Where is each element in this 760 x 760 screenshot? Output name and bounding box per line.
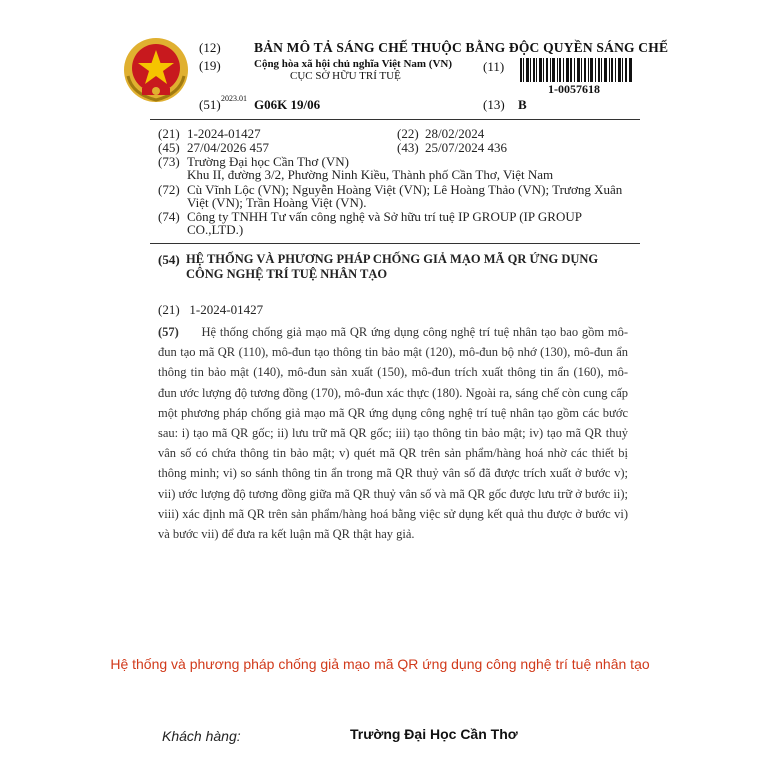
country-name: Cộng hòa xã hội chủ nghĩa Việt Nam (VN) bbox=[254, 58, 453, 70]
field-45-code: (45) bbox=[158, 140, 180, 155]
invention-title: HỆ THỐNG VÀ PHƯƠNG PHÁP CHỐNG GIẢ MẠO MÃ QR ỨNG DỤNG CÔNG NGHỆ TRÍ TUỆ NHÂN TẠO bbox=[186, 252, 599, 281]
owner-name: Trường Đại học Cần Thơ (VN) bbox=[187, 154, 349, 169]
abstract-app-number bbox=[158, 302, 263, 318]
client-name: Trường Đại Học Cần Thơ bbox=[350, 726, 518, 742]
document-type: BẢN MÔ TẢ SÁNG CHẾ THUỘC BẰNG ĐỘC QUYỀN SÁNG CHẾ bbox=[254, 40, 669, 55]
field-21-code-abstract: (21) bbox=[158, 302, 180, 317]
code-11: (11) bbox=[483, 59, 505, 74]
agent-line-1: Công ty TNHH Tư vấn công nghệ và Sở hữu trí tuệ IP GROUP (IP GROUP bbox=[187, 209, 582, 224]
divider-middle bbox=[150, 243, 640, 244]
code-51: (51) bbox=[199, 97, 221, 112]
abstract-text: Hệ thống chống giả mạo mã QR ứng dụng công nghệ trí tuệ nhân tạo bao gồm mô-đun tạo mã QR (110), mô-đun tạo thông tin bảo mật (120), mô-đun bộ nhớ (130), mô-đun ẩn thông tin bảo mật (140), mô-đun sản xuất (150), mô-đun trích xuất thông tin ẩn (160), mô-đun ước lượng độ tương đồng (170), mô-đun xác thực (180). Ngoài ra, sáng chế còn cung cấp một phương pháp chống giả mạo mã QR ứng dụng công nghệ trí tuệ nhân tạo gồm các bước sau: i) tạo mã QR gốc; ii) lưu trữ mã QR gốc; iii) tạo thông tin bảo mật; iv) tạo mã QR thuỷ vân số có chứa thông tin bảo mật; v) quét mã QR trên sản phẩm/hàng hoá nhờ các thiết bị thông minh; vi) so sánh thông tin ẩn trong mã QR thuỷ vân số đã được trích xuất ở bước v); vii) ước lượng độ tương đồng giữa mã QR thuỷ vân số và mã QR gốc được lưu trữ ở bước ii); viii) xác định mã QR trên sản phẩm/hàng hoá bằng việc sử dụng kết quả thu được ở bước vi) và bước vii) để đưa ra kết luận mã QR thật hay giả. bbox=[158, 325, 629, 542]
barcode-icon bbox=[520, 58, 632, 82]
field-54-code: (54) bbox=[158, 252, 180, 267]
field-43-code: (43) bbox=[397, 140, 419, 155]
code-12: (12) bbox=[199, 40, 221, 55]
field-57-code: (57) bbox=[158, 325, 179, 339]
field-72-code: (72) bbox=[158, 182, 180, 197]
inventors-line-1: Cù Vĩnh Lộc (VN); Nguyễn Hoàng Việt (VN); Lê Hoàng Thảo (VN); Trương Xuân bbox=[187, 182, 623, 197]
field-73-code: (73) bbox=[158, 154, 180, 169]
application-number: 1-2024-01427 bbox=[187, 126, 261, 141]
national-emblem-icon bbox=[122, 36, 190, 104]
patent-number: 1-0057618 bbox=[548, 82, 600, 96]
client-label: Khách hàng: bbox=[162, 728, 241, 744]
owner-address: Khu II, đường 3/2, Phường Ninh Kiều, Thành phố Cần Thơ, Việt Nam bbox=[187, 167, 554, 182]
divider-top bbox=[150, 119, 640, 120]
product-caption: Hệ thống và phương pháp chống giả mạo mã QR ứng dụng công nghệ trí tuệ nhân tạo bbox=[110, 656, 650, 672]
abstract-body bbox=[158, 322, 628, 544]
field-74-code: (74) bbox=[158, 209, 180, 224]
field-22-code: (22) bbox=[397, 126, 419, 141]
field-21-code: (21) bbox=[158, 126, 180, 141]
ipc-version: 2023.01 bbox=[221, 94, 247, 103]
inventors-line-2: Việt (VN); Trần Hoàng Việt (VN). bbox=[187, 195, 367, 210]
code-13: (13) bbox=[483, 97, 505, 112]
office-name: CỤC SỞ HỮU TRÍ TUỆ bbox=[290, 70, 401, 82]
grant-publication: 27/04/2026 457 bbox=[187, 140, 269, 155]
application-publication: 25/07/2024 436 bbox=[425, 140, 507, 155]
code-19: (19) bbox=[199, 58, 221, 73]
kind-code: B bbox=[518, 97, 527, 112]
agent-line-2: CO.,LTD.) bbox=[187, 222, 244, 237]
abstract-application-number: 1-2024-01427 bbox=[189, 302, 264, 317]
filing-date: 28/02/2024 bbox=[425, 126, 485, 141]
ipc-classification: G06K 19/06 bbox=[254, 97, 321, 112]
